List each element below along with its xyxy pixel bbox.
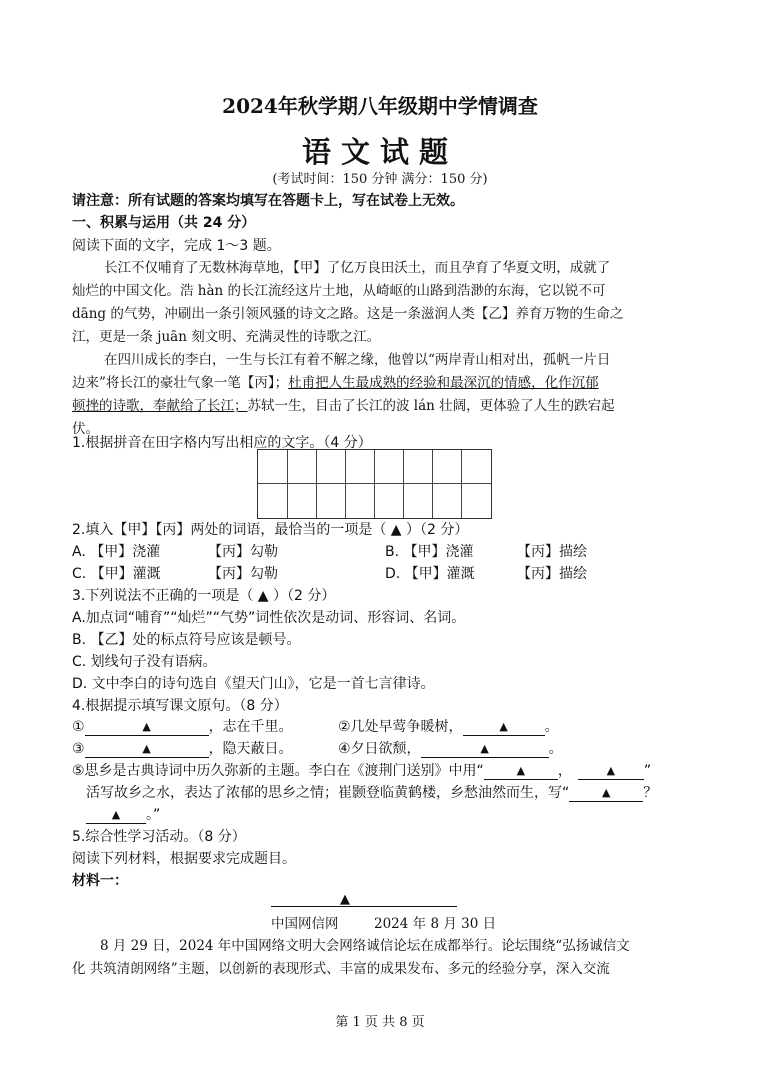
recite-text: ④夕日欲颓，	[338, 741, 421, 757]
answer-blank[interactable]	[421, 739, 549, 758]
grid-cell[interactable]	[345, 450, 375, 518]
recite-text: 。	[548, 741, 563, 757]
grid-cell[interactable]	[316, 450, 346, 518]
answer-blank[interactable]	[86, 805, 146, 824]
underlined-sentence: 杜甫把人生最成熟的经验和最深沉的情感，化作沉郁	[288, 375, 599, 391]
option-label: A. 【甲】浇灌	[72, 544, 161, 560]
tianzige-grid[interactable]	[257, 449, 492, 519]
recite-line	[72, 716, 293, 736]
answer-blank[interactable]	[484, 761, 558, 780]
option-label: C. 【甲】灌溉	[72, 566, 161, 582]
recite-line	[72, 738, 293, 758]
option-c[interactable]	[72, 563, 161, 583]
option-b-b: 【丙】描绘	[517, 544, 587, 560]
section-heading: 一、积累与运用（共 24 分）	[72, 215, 256, 231]
item-number: ①	[72, 719, 85, 735]
recite-text: ，隐天蔽日。	[208, 741, 293, 757]
blank-mark: ▲	[602, 786, 611, 799]
passage-text: 苏轼一生，目击了长江的波 lán 壮阔，更体验了人生的跌宕起	[247, 398, 615, 414]
passage-line: dāng 的气势，冲刷出一条引领风骚的诗文之路。这是一条滋润人类【乙】养育万物的生命之	[72, 306, 624, 322]
material-line: 8 月 29 日，2024 年中国网络文明大会网络诚信论坛在成都举行。论坛围绕“弘扬诚信文	[100, 938, 630, 954]
blank-mark: ▲	[606, 764, 616, 777]
recite-line	[86, 804, 160, 824]
passage-line: 伏。	[72, 421, 99, 437]
item-number: ③	[72, 741, 85, 757]
option-b[interactable]	[385, 541, 474, 561]
grid-cell[interactable]	[258, 450, 288, 518]
recite-line	[86, 782, 657, 802]
option-label: B. 【甲】浇灌	[385, 544, 474, 560]
recite-text: 。	[544, 719, 559, 735]
recite-line	[338, 738, 563, 758]
question-5: 5.综合性学习活动。（8 分）	[72, 829, 246, 845]
answer-blank[interactable]	[569, 783, 643, 802]
material-line: 化 共筑清朗网络”主题，以创新的表现形式、丰富的成果发布、多元的经验分享，深入交流	[72, 961, 610, 977]
option-a[interactable]	[72, 541, 160, 561]
exam-title: 2024年秋学期八年级期中学情调查	[222, 94, 538, 118]
recite-text: ”	[643, 763, 652, 779]
news-source: 中国网信网	[271, 916, 339, 932]
grid-divider	[258, 483, 491, 484]
recite-line	[72, 760, 651, 780]
title-blank-mark: ▲	[340, 892, 350, 907]
blank-mark: ▲	[142, 720, 151, 733]
question-1: 1.根据拼音在田字格内写出相应的文字。（4 分）	[72, 435, 372, 451]
passage-line: 灿烂的中国文化。浩 hàn 的长江流经这片土地，从崎岖的山路到浩渺的东海，它以锐不可	[72, 283, 606, 299]
grid-cell[interactable]	[461, 450, 490, 518]
grid-cell[interactable]	[403, 450, 433, 518]
page-footer: 第 1 页 共 8 页	[335, 1015, 425, 1030]
subject-title: 语文试题	[301, 135, 458, 169]
grid-cell[interactable]	[374, 450, 404, 518]
recite-text: ，	[557, 763, 572, 779]
question-3: 3.下列说法不正确的一项是（ ▲ ）（2 分）	[72, 588, 336, 604]
grid-cell[interactable]	[432, 450, 462, 518]
passage-line: 江，更是一条 juān 刻文明、充满灵性的诗歌之江。	[72, 329, 381, 345]
passage-text: 边来”将长江的豪壮气象一笔【丙】；	[72, 375, 289, 391]
recite-text: ⑤思乡是古典诗词中历久弥新的主题。李白在《渡荆门送别》中用“	[72, 763, 484, 779]
grid-cell[interactable]	[287, 450, 317, 518]
question-4: 4.根据提示填写课文原句。（8 分）	[72, 698, 288, 714]
passage-line: 长江不仅哺育了无数林海草地，【甲】了亿万良田沃土，而且孕育了华夏文明，成就了	[104, 260, 611, 276]
recite-text: 活写故乡之水，表达了浓郁的思乡之情；崔颢登临黄鹤楼，乡愁油然而生，写“	[86, 785, 570, 801]
option-d-b: 【丙】描绘	[517, 566, 587, 582]
news-date: 2024 年 8 月 30 日	[374, 916, 497, 932]
blank-mark: ▲	[142, 742, 151, 755]
notice: 请注意：所有试题的答案均填写在答题卡上，写在试卷上无效。	[72, 193, 464, 209]
title-blank-line[interactable]	[271, 906, 457, 907]
answer-blank[interactable]	[85, 739, 209, 758]
option-d[interactable]: D. 文中李白的诗句选自《望天门山》，它是一首七言律诗。	[72, 676, 435, 692]
recite-text: 。”	[146, 807, 161, 823]
recite-line	[338, 716, 559, 736]
exam-info: (考试时间：150 分钟 满分：150 分)	[272, 172, 488, 187]
blank-mark: ▲	[480, 742, 489, 755]
option-a-b: 【丙】勾勒	[208, 544, 278, 560]
option-a[interactable]: A.加点词“哺育”“灿烂”“气势”词性依次是动词、形容词、名词。	[72, 610, 466, 626]
option-c[interactable]: C. 划线句子没有语病。	[72, 654, 217, 670]
blank-mark: ▲	[111, 808, 121, 821]
material-label: 材料一：	[72, 873, 128, 889]
question-5-instruction: 阅读下列材料，根据要求完成题目。	[72, 851, 296, 867]
option-d[interactable]	[385, 563, 475, 583]
blank-mark: ▲	[499, 720, 508, 733]
passage-line: 在四川成长的李白，一生与长江有着不解之缘，他曾以“两岸青山相对出，孤帆一片日	[104, 352, 611, 368]
blank-mark: ▲	[516, 764, 526, 777]
section-instruction: 阅读下面的文字，完成 1～3 题。	[72, 238, 281, 254]
recite-text: ？	[643, 785, 658, 801]
recite-text: ②几处早莺争暖树，	[338, 719, 463, 735]
passage-line	[72, 372, 599, 395]
option-b[interactable]: B. 【乙】处的标点符号应该是顿号。	[72, 632, 301, 648]
underlined-sentence: 顿挫的诗歌，奉献给了长江；	[72, 398, 248, 414]
answer-blank[interactable]	[463, 717, 545, 736]
answer-blank[interactable]	[578, 761, 644, 780]
answer-blank[interactable]	[85, 717, 209, 736]
passage-line	[72, 395, 615, 418]
recite-text: ，志在千里。	[208, 719, 293, 735]
option-c-b: 【丙】勾勒	[208, 566, 278, 582]
option-label: D. 【甲】灌溉	[385, 566, 475, 582]
question-2: 2.填入【甲】【丙】两处的词语，最恰当的一项是（ ▲ ）（2 分）	[72, 522, 469, 538]
